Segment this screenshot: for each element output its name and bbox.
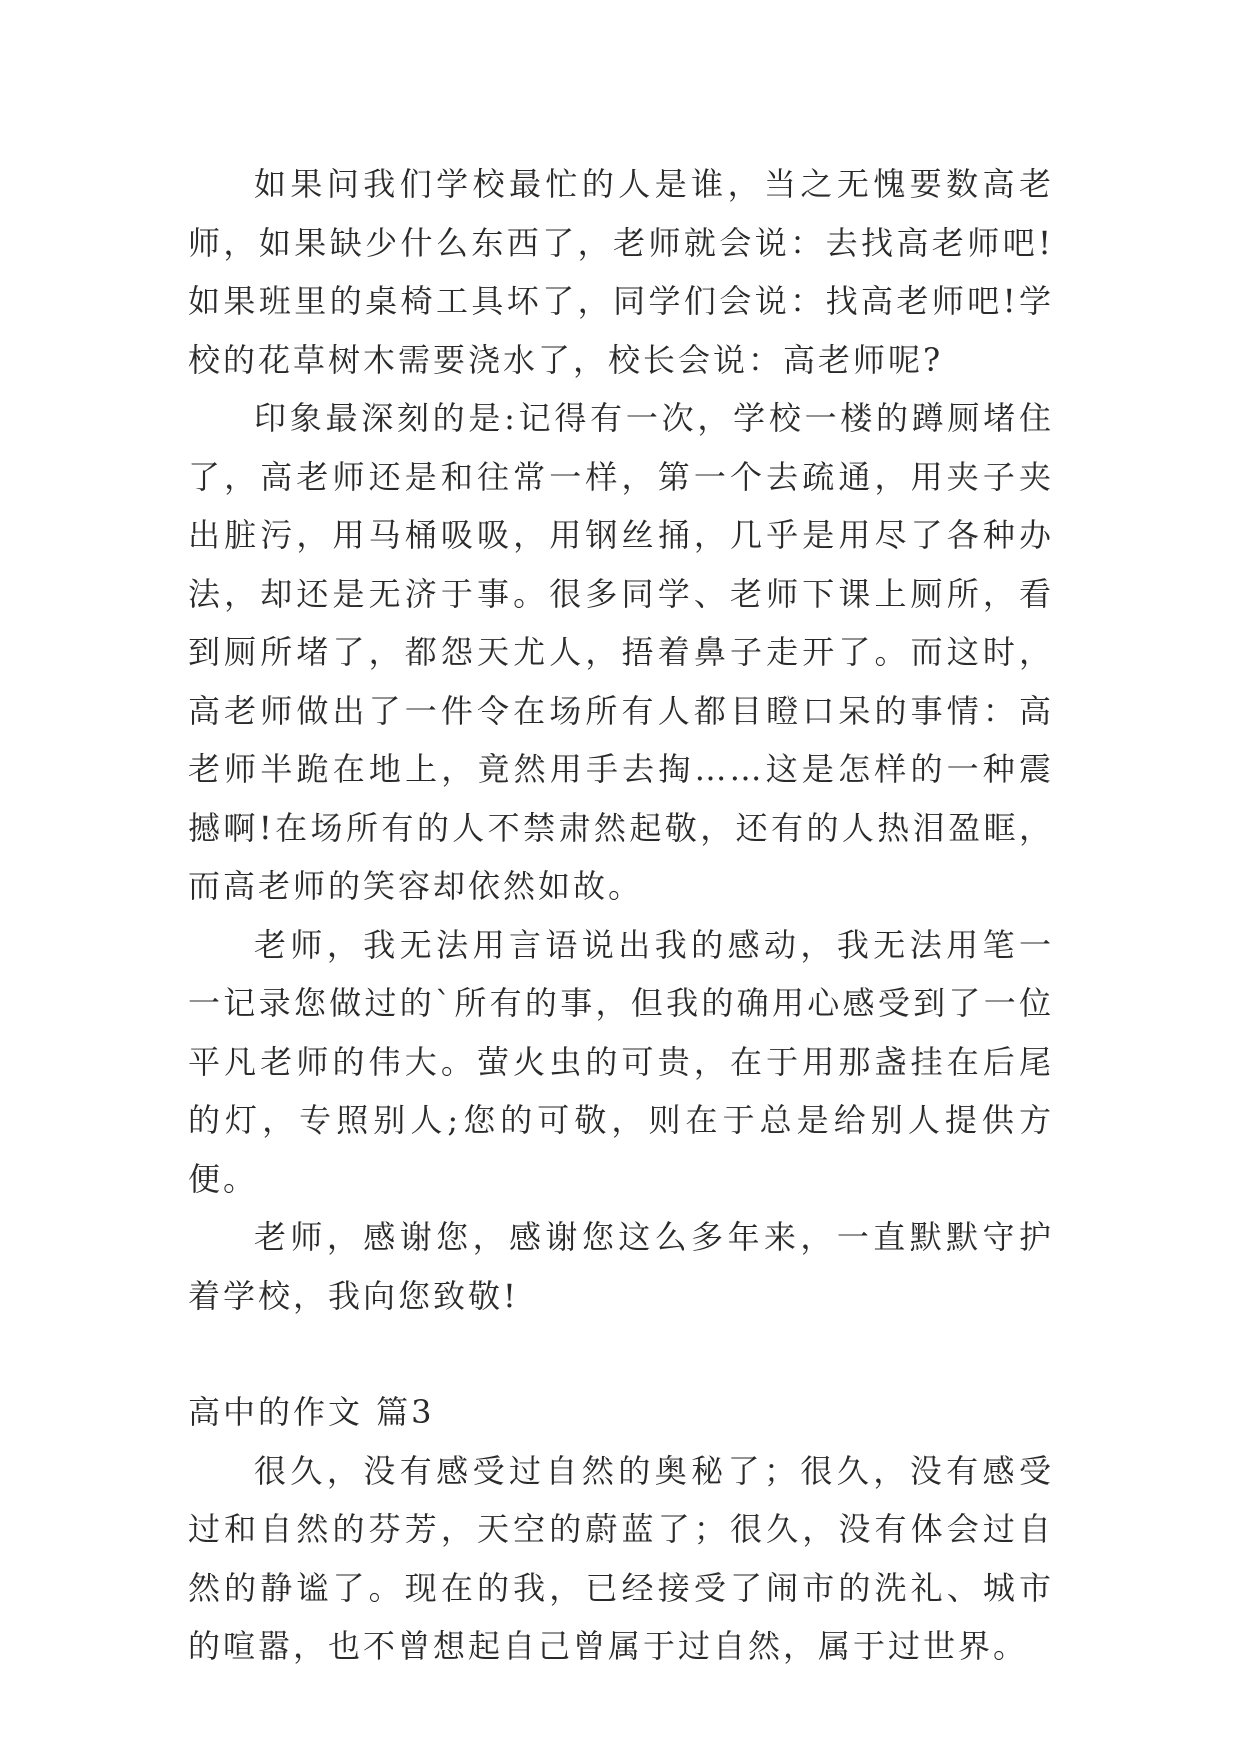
paragraph-gratitude: 老师，我无法用言语说出我的感动，我无法用笔一一记录您做过的`所有的事，但我的确用心感受到了一位平凡老师的伟大。萤火虫的可贵，在于用那盏挂在后尾的灯，专照别人;您的可敬，则在于总是给别人提供方便。 [188,925,1054,1198]
paragraph-salute: 老师，感谢您，感谢您这么多年来，一直默默守护着学校，我向您致敬! [188,1218,1054,1315]
document-body [188,155,1054,1676]
section-heading: 高中的作文 篇3 [188,1393,435,1431]
paragraph-busiest-teacher: 如果问我们学校最忙的人是谁，当之无愧要数高老师，如果缺少什么东西了，老师就会说：去找高老师吧!如果班里的桌椅工具坏了，同学们会说：找高老师吧!学校的花草树木需要浇水了，校长会说：高老师呢? [188,165,1054,379]
paragraph-nature: 很久，没有感受过自然的奥秘了；很久，没有感受过和自然的芬芳，天空的蔚蓝了；很久，没有体会过自然的静谧了。现在的我，已经接受了闹市的洗礼、城市的喧嚣，也不曾想起自己曾属于过自然，属于过世界。 [188,1451,1054,1665]
paragraph-toilet-story: 印象最深刻的是:记得有一次，学校一楼的蹲厕堵住了，高老师还是和往常一样，第一个去疏通，用夹子夹出脏污，用马桶吸吸，用钢丝捅，几乎是用尽了各种办法，却还是无济于事。很多同学、老师下课上厕所，看到厕所堵了，都怨天尤人，捂着鼻子走开了。而这时，高老师做出了一件令在场所有人都目瞪口呆的事情：高老师半跪在地上，竟然用手去掏……这是怎样的一种震撼啊!在场所有的人不禁肃然起敬，还有的人热泪盈眶，而高老师的笑容却依然如故。 [188,399,1054,905]
